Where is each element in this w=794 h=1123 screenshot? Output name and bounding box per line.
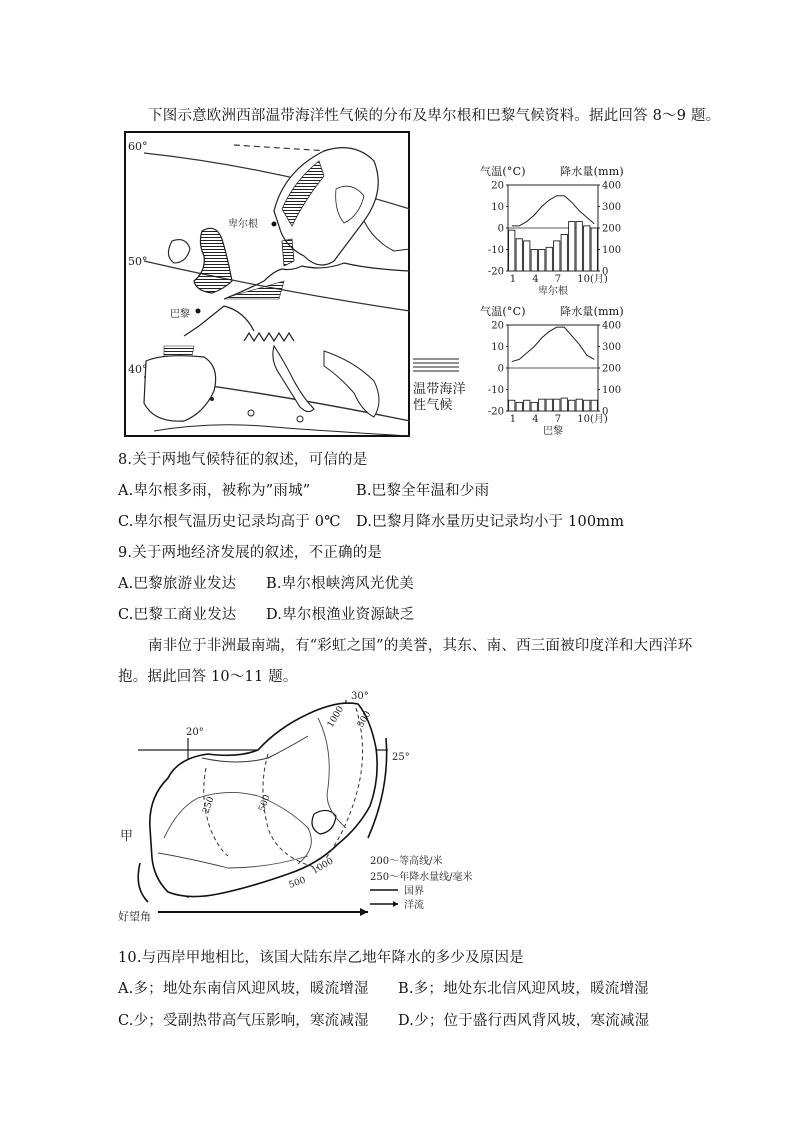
bergen-precip-bar: [569, 222, 575, 271]
paris-month-tick: 1: [509, 414, 517, 425]
map1-legend-label-1: 温带海洋: [413, 382, 466, 397]
paris-temp-tick: -10: [487, 385, 504, 396]
bergen-temp-axis-label: 气温(°C): [480, 165, 526, 178]
bergen-precip-bar: [576, 222, 582, 271]
point-jia-label: 甲: [120, 829, 134, 844]
paris-precip-bar: [591, 400, 597, 411]
bergen-precip-bar: [509, 230, 515, 271]
paris-precip-tick: 300: [602, 342, 622, 353]
bergen-label: 卑尔根: [228, 219, 258, 230]
bergen-precip-bar: [591, 228, 597, 271]
intro-text-1: 下图示意欧洲西部温带海洋性气候的分布及卑尔根和巴黎气候资料。据此回答 8～9 题。: [148, 108, 721, 124]
paris-temp-tick: 20: [491, 320, 504, 332]
paris-precip-tick: 0: [602, 406, 609, 418]
paris-temp-tick: 10: [491, 342, 504, 353]
intro-text-2-line-2: 抱。据此回答 10～11 题。: [118, 669, 298, 685]
bergen-precip-bar: [524, 241, 530, 271]
isoline-500-north: 500: [355, 709, 374, 730]
paris-precip-bar: [554, 399, 560, 411]
lat-60-label: 60°: [128, 140, 148, 153]
paris-precip-axis-label: 降水量(mm): [560, 305, 624, 318]
lon-30-label: 30°: [351, 691, 369, 702]
paris-precip-bar: [539, 399, 545, 411]
q8-option-d: D.巴黎月降水量历史记录均小于 100mm: [356, 514, 625, 530]
bergen-precip-bar: [516, 239, 522, 271]
paris-temp-line: [512, 327, 595, 361]
isoline-250: 250: [201, 795, 217, 816]
paris-month-tick: 10(月): [577, 414, 608, 425]
bergen-precip-tick: 400: [602, 180, 622, 192]
q10-stem: 10.与西岸甲地相比，该国大陆东岸乙地年降水的多少及原因是: [118, 950, 524, 966]
paris-precip-bar: [576, 399, 582, 411]
climate-chart-paris: [474, 303, 644, 438]
bergen-month-tick: 7: [554, 274, 562, 285]
paris-precip-bar: [584, 400, 590, 411]
bergen-temp-tick: -20: [487, 266, 504, 278]
bergen-month-tick: 1: [509, 274, 517, 285]
paris-temp-axis-label: 气温(°C): [480, 305, 526, 318]
paris-precip-bar: [516, 402, 522, 411]
legend-border: 国界: [404, 886, 424, 897]
paris-precip-bar: [531, 402, 537, 411]
paris-temp-tick: -20: [487, 406, 504, 418]
q8-option-a: A.卑尔根多雨，被称为”雨城”: [118, 483, 311, 499]
lon-20-label: 20°: [186, 727, 204, 738]
bergen-precip-bar: [539, 250, 545, 272]
paris-precip-tick: 200: [602, 363, 622, 375]
bergen-city-label: 卑尔根: [538, 286, 568, 297]
lat-50-label: 50°: [128, 255, 148, 268]
bergen-precip-bar: [546, 247, 552, 271]
q9-option-c: C.巴黎工商业发达: [118, 607, 237, 623]
bergen-temp-tick: 0: [497, 223, 504, 235]
q9-stem: 9.关于两地经济发展的叙述，不正确的是: [118, 545, 383, 561]
bergen-month-tick: 10(月): [577, 274, 608, 285]
paris-precip-bar: [509, 400, 515, 411]
paris-precip-bar: [569, 400, 575, 411]
q9-option-a: A.巴黎旅游业发达: [118, 576, 237, 592]
bergen-precip-tick: 300: [602, 202, 622, 213]
map1-legend-swatch: [413, 357, 459, 373]
bergen-precip-tick: 100: [602, 245, 622, 256]
q10-option-c: C.少；受副热带高气压影响，寒流减湿: [118, 1013, 369, 1029]
paris-precip-bar: [561, 398, 567, 411]
bergen-precip-axis-label: 降水量(mm): [560, 165, 624, 178]
bergen-month-tick: 4: [532, 274, 539, 285]
europe-map: [124, 131, 410, 437]
isoline-500-central: 500: [257, 793, 273, 814]
bergen-temp-tick: -10: [487, 245, 504, 256]
legend-current: 洋流: [404, 900, 424, 911]
bergen-precip-bar: [554, 241, 560, 271]
isoline-1000-north: 1000: [325, 704, 347, 730]
bergen-precip-bar: [561, 234, 567, 271]
map1-legend-label-2: 性气候: [413, 398, 453, 413]
isoline-1000-south: 1000: [310, 856, 336, 877]
q10-option-d: D.少；位于盛行西风背风坡，寒流减湿: [398, 1013, 650, 1029]
legend-rainfall: 250～年降水量线/毫米: [370, 872, 473, 883]
lat-25-label: 25°: [392, 752, 410, 763]
paris-precip-tick: 400: [602, 320, 622, 332]
bergen-precip-tick: 200: [602, 223, 622, 235]
paris-precip-bar: [546, 399, 552, 411]
paris-temp-tick: 0: [497, 363, 504, 375]
paris-label: 巴黎: [170, 309, 190, 320]
bergen-precip-tick: 0: [602, 266, 609, 278]
paris-precip-bar: [524, 400, 530, 411]
bergen-precip-bar: [584, 226, 590, 271]
bergen-precip-bar: [531, 250, 537, 272]
q9-option-d: D.卑尔根渔业资源缺乏: [266, 607, 415, 623]
intro-text-2-line-1: 南非位于非洲最南端，有“彩虹之国”的美誉，其东、南、西三面被印度洋和大西洋环: [148, 638, 693, 654]
q10-option-a: A.多；地处东南信风迎风坡，暖流增湿: [118, 981, 369, 997]
q8-option-c: C.卑尔根气温历史记录均高于 0℃: [118, 514, 341, 530]
q9-option-b: B.卑尔根峡湾风光优美: [266, 576, 414, 592]
bergen-temp-tick: 20: [491, 180, 504, 192]
climate-chart-bergen: [474, 163, 644, 298]
isoline-500-south: 500: [287, 875, 308, 891]
paris-month-tick: 7: [554, 414, 562, 425]
paris-month-tick: 4: [532, 414, 539, 425]
cape-label: 好望角: [118, 910, 151, 922]
paris-precip-tick: 100: [602, 385, 622, 396]
lat-40-label: 40°: [128, 363, 148, 376]
paris-city-label: 巴黎: [543, 426, 563, 437]
q8-stem: 8.关于两地气候特征的叙述，可信的是: [118, 452, 368, 468]
q10-option-b: B.多；地处东北信风迎风坡，暖流增湿: [398, 981, 649, 997]
bergen-temp-tick: 10: [491, 202, 504, 213]
legend-contour: 200～等高线/米: [370, 856, 443, 867]
south-africa-map: [118, 688, 498, 922]
q8-option-b: B.巴黎全年温和少雨: [356, 483, 490, 499]
